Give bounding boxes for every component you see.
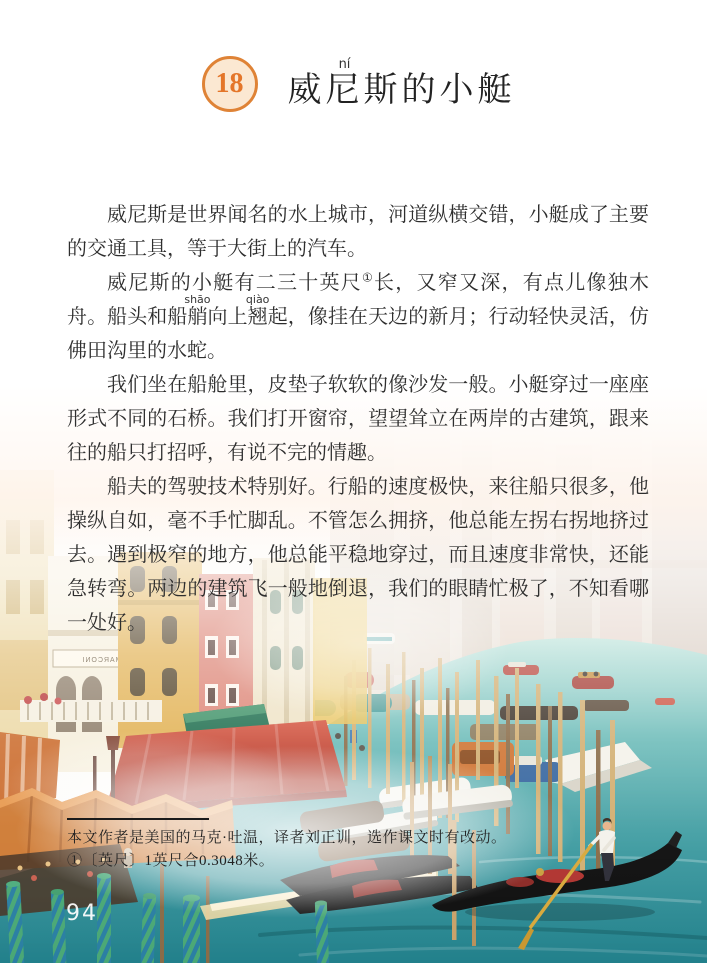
paragraph-2: 威尼斯的小艇有二三十英尺①长，又窄又深，有点儿像独木舟。船头和船艄shāo向上翘qiào起，像挂在天边的新月；行动轻快灵活，仿佛田沟里的水蛇。 [67, 270, 650, 362]
paragraph-1: 威尼斯是世界闻名的水上城市，河道纵横交错，小艇成了主要的交通工具，等于大街上的汽车。 [67, 204, 649, 260]
lesson-header [0, 56, 707, 112]
paragraph-3: 我们坐在船舱里，皮垫子软软的像沙发一般。小艇穿过一座座形式不同的石桥。我们打开窗帘，望望耸立在两岸的古建筑，跟来往的船只打招呼，有说不完的情趣。 [67, 374, 649, 464]
paragraph-4: 船夫的驾驶技术特别好。行船的速度极快，来往船只很多，他操纵自如，毫不手忙脚乱。不管怎么拥挤，他总能左拐右拐地挤过去。遇到极窄的地方，他总能平稳地穿过，而且速度非常快，还能急转弯。两边的建筑飞一般地倒退，我们的眼睛忙极了，不知看哪一处好。 [67, 476, 649, 634]
page-number: 94 [66, 901, 98, 926]
lesson-text [67, 198, 649, 640]
footnote-divider [67, 818, 209, 820]
lesson-title: 威尼ní斯的小艇 [287, 56, 516, 109]
author-note: 本文作者是美国的马克·吐温，译者刘正训，选作课文时有改动。 [67, 830, 507, 846]
footnote-block [67, 818, 547, 873]
lesson-number-badge: 18 [202, 56, 258, 112]
footnote-entry: ①〔英尺〕1英尺合0.3048米。 [67, 853, 275, 869]
